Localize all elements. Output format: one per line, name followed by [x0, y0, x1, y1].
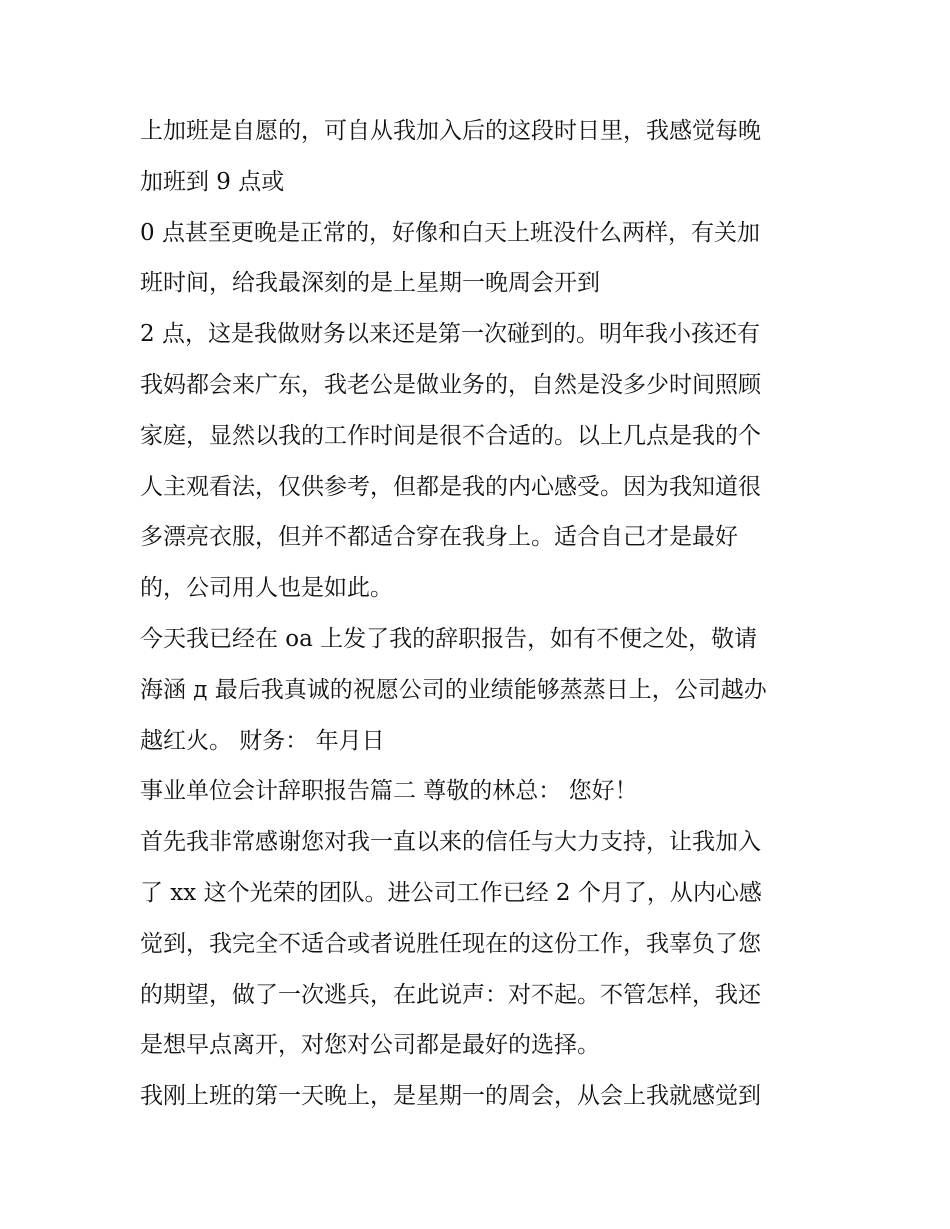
text-line: 海涵 д 最后我真诚的祝愿公司的业绩能够蒸蒸日上，公司越办	[140, 676, 767, 703]
text-line: 加班到 9 点或	[140, 168, 285, 195]
text-line: 的，公司用人也是如此。	[140, 575, 393, 602]
text-line: 人主观看法，仅供参考，但都是我的内心感受。因为我知道很	[140, 473, 761, 500]
text-line: 2 点，这是我做财务以来还是第一次碰到的。明年我小孩还有	[140, 321, 760, 348]
text-line: 班时间，给我最深刻的是上星期一晚周会开到	[140, 270, 600, 297]
text-line: 我刚上班的第一天晚上，是星期一的周会，从会上我就感觉到	[140, 1083, 761, 1110]
text-line: 上加班是自愿的，可自从我加入后的这段时日里，我感觉每晚	[140, 118, 761, 144]
document-body	[140, 106, 840, 1122]
text-line: 0 点甚至更晚是正常的，好像和白天上班没什么两样，有关加	[140, 219, 760, 246]
text-line: 首先我非常感谢您对我一直以来的信任与大力支持，让我加入	[140, 829, 761, 856]
text-line: 今天我已经在 oa 上发了我的辞职报告，如有不便之处，敬请	[140, 625, 758, 652]
section-heading: 事业单位会计辞职报告篇二 尊敬的林总： 您好！	[140, 778, 638, 805]
text-line: 了 xx 这个光荣的团队。进公司工作已经 2 个月了，从内心感	[140, 879, 762, 906]
text-line: 我妈都会来广东，我老公是做业务的，自然是没多少时间照顾	[140, 371, 761, 398]
text-line: 多漂亮衣服，但并不都适合穿在我身上。适合自己才是最好	[140, 524, 738, 551]
text-line: 越红火。 财务： 年月日	[140, 727, 385, 754]
text-line: 的期望，做了一次逃兵，在此说声：对不起。不管怎样，我还	[140, 981, 761, 1008]
text-line: 家庭，显然以我的工作时间是很不合适的。以上几点是我的个	[140, 422, 761, 449]
text-line: 是想早点离开，对您对公司都是最好的选择。	[140, 1032, 600, 1059]
text-line: 觉到，我完全不适合或者说胜任现在的这份工作，我辜负了您	[140, 930, 761, 957]
